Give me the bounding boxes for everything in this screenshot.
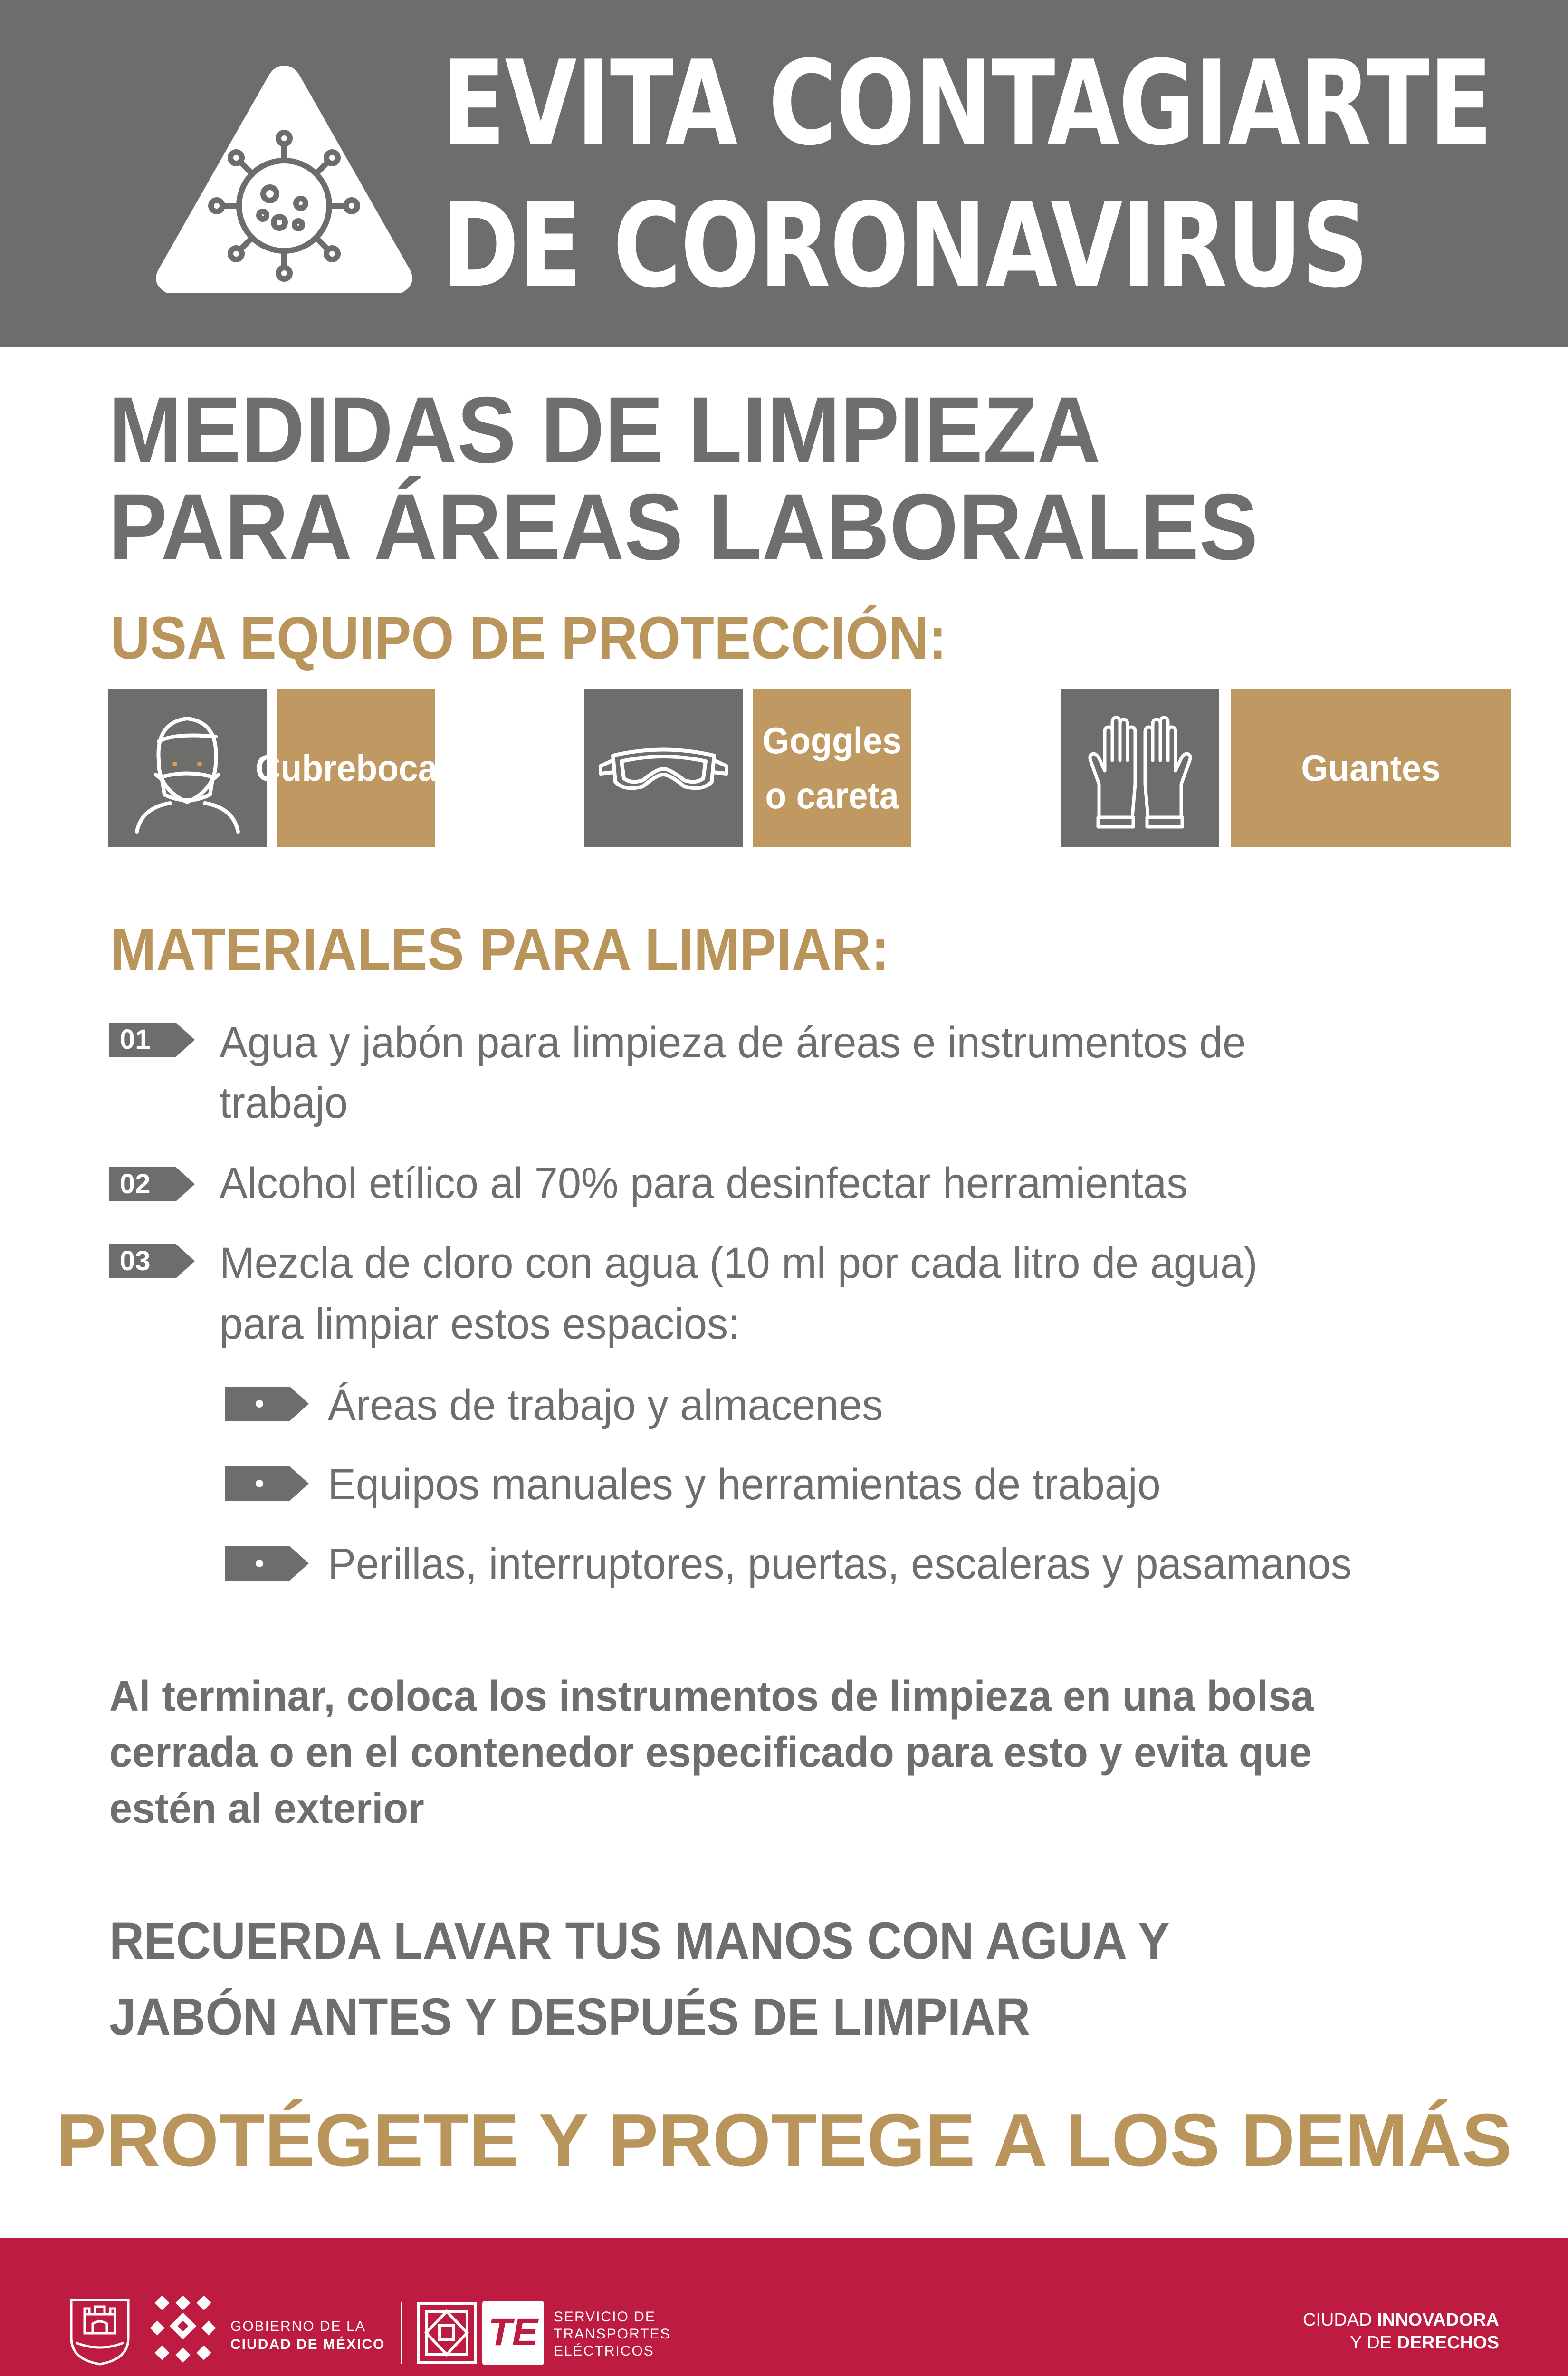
closing-line2: cerrada o en el contenedor especificado para esto y evita que (109, 1729, 1312, 1776)
header-title-line1: EVITA CONTAGIARTE (442, 36, 1492, 171)
goggles-icon (584, 689, 743, 847)
reminder-line1: RECUERDA LAVAR TUS MANOS CON AGUA Y (109, 1912, 1170, 1970)
gov-name-line1: GOBIERNO DE LA (230, 2319, 366, 2334)
gloves-icon (1061, 689, 1219, 847)
header-title-line2: DE CORONAVIRUS (442, 178, 1368, 314)
space-item-2: Equipos manuales y herramientas de trabajo (328, 1460, 1161, 1509)
number-tag-01: 01 (109, 1023, 195, 1057)
ppe-label-goggles: Goggles o careta (753, 689, 911, 847)
ppe-label-mask: Cubrebocas (277, 689, 435, 847)
ppe-label-gloves: Guantes (1231, 689, 1511, 847)
ste-te-logo (482, 2301, 544, 2365)
ste-line2: TRANSPORTES (554, 2326, 671, 2342)
bullet-tag (225, 1387, 309, 1421)
bullet-tag (225, 1546, 309, 1581)
bullet-tag (225, 1466, 309, 1501)
ste-pattern-logo (416, 2301, 478, 2365)
material-item-3-line2: para limpiar estos espacios: (220, 1300, 740, 1348)
ste-line3: ELÉCTRICOS (554, 2343, 654, 2359)
closing-line3: estén al exterior (109, 1785, 424, 1832)
footer-bar (0, 2238, 1568, 2376)
cdmx-logo (147, 2290, 219, 2371)
subtitle-line1: MEDIDAS DE LIMPIEZA (108, 377, 1101, 482)
reminder-line2: JABÓN ANTES Y DESPUÉS DE LIMPIAR (109, 1988, 1031, 2046)
footer-motto-line1: CIUDAD INNOVADORA (1302, 2310, 1499, 2330)
subtitle-line2: PARA ÁREAS LABORALES (108, 474, 1258, 579)
ste-logo-text: TE (488, 2310, 538, 2354)
ste-line1: SERVICIO DE (554, 2309, 656, 2325)
gov-name-line2: CIUDAD DE MÉXICO (230, 2337, 385, 2352)
space-item-1: Áreas de trabajo y almacenes (328, 1381, 883, 1429)
slogan: PROTÉGETE Y PROTEGE A LOS DEMÁS (56, 2098, 1512, 2182)
ppe-heading: USA EQUIPO DE PROTECCIÓN: (110, 604, 947, 671)
closing-line1: Al terminar, coloca los instrumentos de limpieza en una bolsa (109, 1673, 1314, 1720)
material-item-1-line2: trabajo (220, 1079, 348, 1127)
space-item-3: Perillas, interruptores, puertas, escaleras y pasamanos (328, 1540, 1352, 1588)
material-item-2: Alcohol etílico al 70% para desinfectar herramientas (220, 1159, 1188, 1207)
number-tag-02: 02 (109, 1167, 195, 1201)
materials-heading: MATERIALES PARA LIMPIAR: (110, 916, 889, 983)
material-item-3-line1: Mezcla de cloro con agua (10 ml por cada litro de agua) (220, 1239, 1258, 1287)
face-mask-icon (108, 689, 267, 847)
footer-motto-line2: Y DE DERECHOS (1350, 2333, 1499, 2353)
material-item-1-line1: Agua y jabón para limpieza de áreas e instrumentos de (220, 1018, 1246, 1067)
number-tag-03: 03 (109, 1244, 195, 1278)
footer-divider (401, 2302, 402, 2364)
virus-warning-icon (151, 61, 417, 298)
city-shield-logo (67, 2295, 133, 2366)
